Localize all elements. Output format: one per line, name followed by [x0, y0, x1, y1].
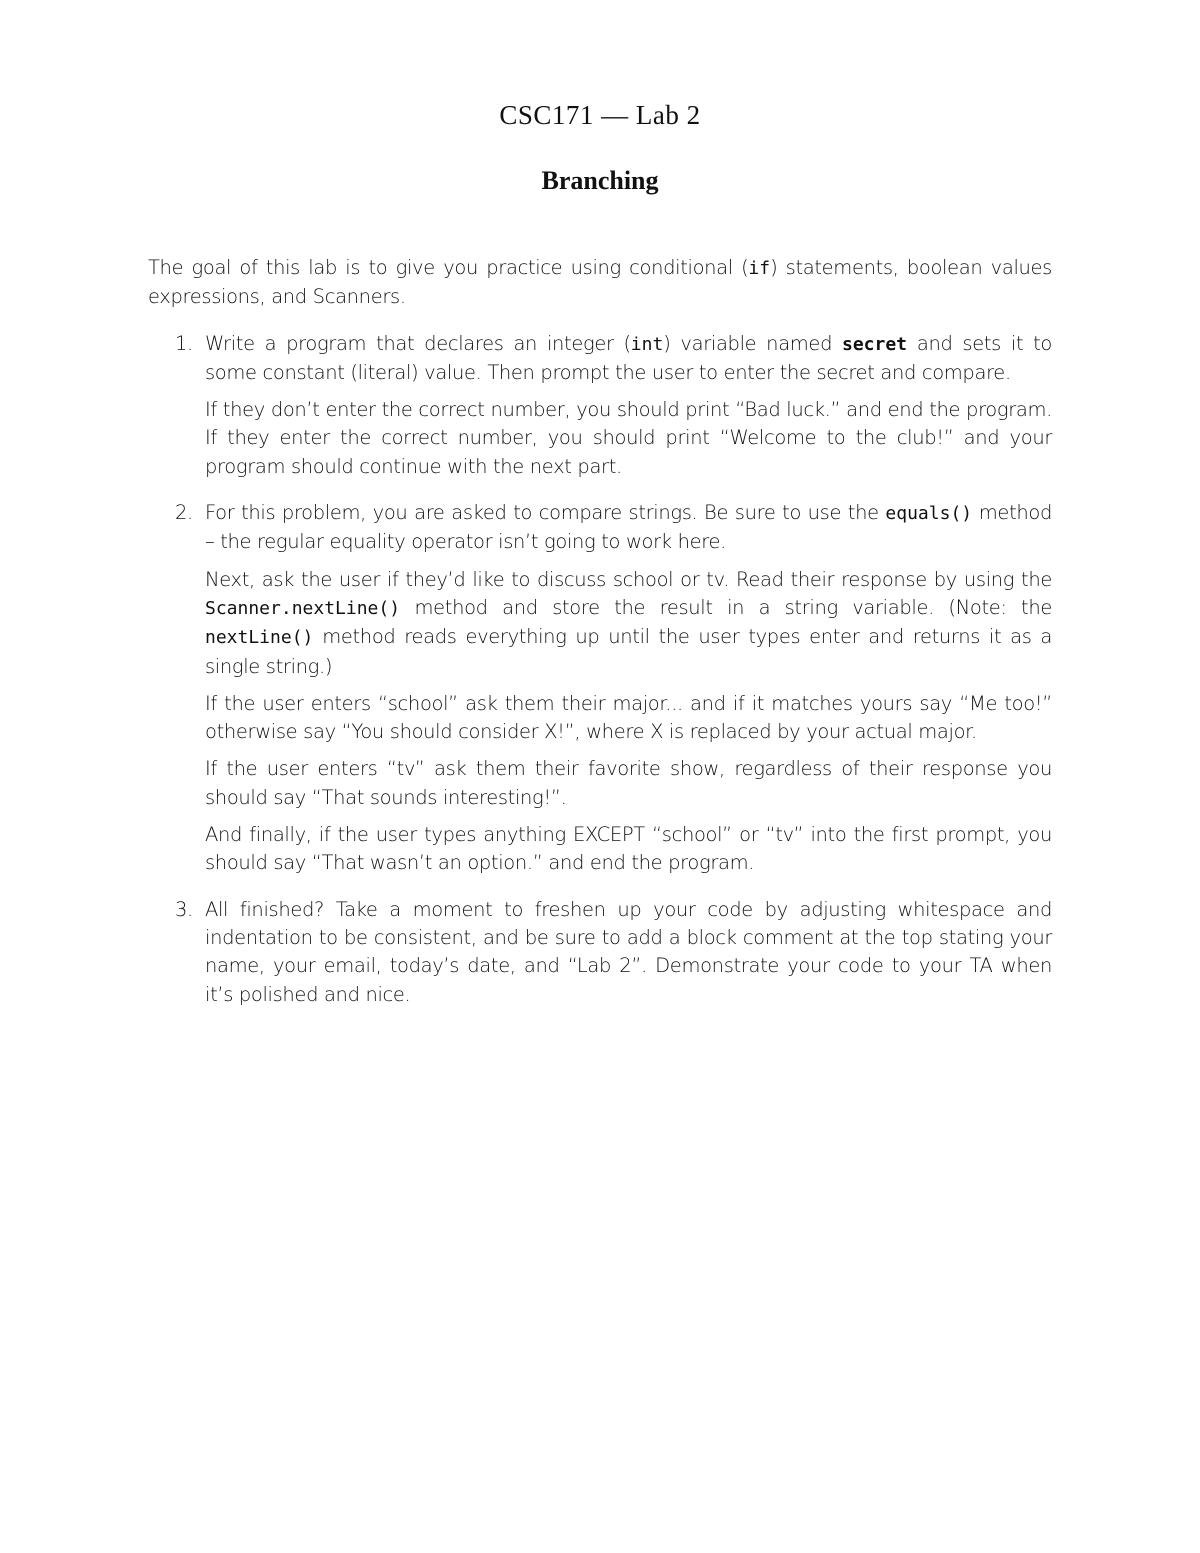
- task-2-code-equals: equals(): [885, 503, 973, 525]
- task-1-paragraph-1: [205, 330, 1052, 388]
- task-list: [148, 330, 1052, 1009]
- task-1-code-secret: secret: [842, 333, 908, 355]
- document-subtitle: Branching: [541, 166, 659, 195]
- task-1-code-int: int: [630, 333, 664, 355]
- task-2-paragraph-3: If the user enters “school” ask them their major... and if it matches yours say “Me too!” otherwise say “You should consider X!”, where X is replaced by your actual major.: [205, 691, 1052, 744]
- task-2-paragraph-1: [205, 499, 1052, 557]
- task-2-text-2: method – the regular equality operator isn’t going to work here.: [205, 501, 1052, 554]
- task-2-text-3: Next, ask the user if they’d like to discuss school or tv. Read their response by using the: [205, 567, 1052, 591]
- task-1-text-1: Write a program that declares an integer (: [205, 331, 631, 355]
- task-2-paragraph-2: [205, 566, 1052, 681]
- task-item-1: [148, 330, 1052, 481]
- task-1-text-2: ) variable named: [663, 331, 842, 355]
- intro-paragraph: [148, 254, 1052, 312]
- task-number: 1.: [175, 331, 193, 355]
- task-item-3: [148, 896, 1052, 1009]
- task-2-code-nextline: nextLine(): [205, 627, 314, 649]
- document-title: CSC171 — Lab 2: [499, 100, 701, 130]
- intro-text-2: ) statements, boolean values expressions, and Scanners.: [148, 256, 1052, 309]
- document-body: [148, 254, 1052, 1027]
- task-number: 2.: [175, 501, 193, 525]
- task-2-code-scanner-nextline: Scanner.nextLine(): [205, 597, 401, 619]
- task-2-text-4: method and store the result in a string variable. (Note: the: [400, 595, 1052, 619]
- task-1-text-3: and sets it to some constant (literal) value. Then prompt the user to enter the secret and compare.: [205, 331, 1052, 384]
- intro-text-1: The goal of this lab is to give you practice using conditional (: [148, 256, 749, 279]
- task-2-text-1: For this problem, you are asked to compare strings. Be sure to use the: [205, 501, 886, 525]
- task-2-text-5: method reads everything up until the user types enter and returns it as a single string.): [205, 625, 1052, 678]
- task-number: 3.: [175, 897, 193, 921]
- task-item-2: [148, 499, 1052, 878]
- task-2-paragraph-4: If the user enters “tv” ask them their favorite show, regardless of their response you should say “That sounds interesting!”.: [205, 757, 1052, 809]
- task-3-paragraph-1: All finished? Take a moment to freshen up your code by adjusting whitespace and indentation to be consistent, and be sure to add a block comment at the top stating your name, your email, today’s date, and “Lab 2”. Demonstrate your code to your TA when it’s polished and nice.: [205, 897, 1052, 1006]
- intro-code-if: if: [748, 258, 771, 279]
- task-1-paragraph-2: If they don’t enter the correct number, you should print “Bad luck.” and end the program. If they enter the correct number, you should print “Welcome to the club!” and your program should continue with the next part.: [205, 398, 1052, 478]
- task-2-paragraph-5: And finally, if the user types anything EXCEPT “school” or “tv” into the first prompt, you should say “That wasn’t an option.” and end the program.: [205, 823, 1052, 875]
